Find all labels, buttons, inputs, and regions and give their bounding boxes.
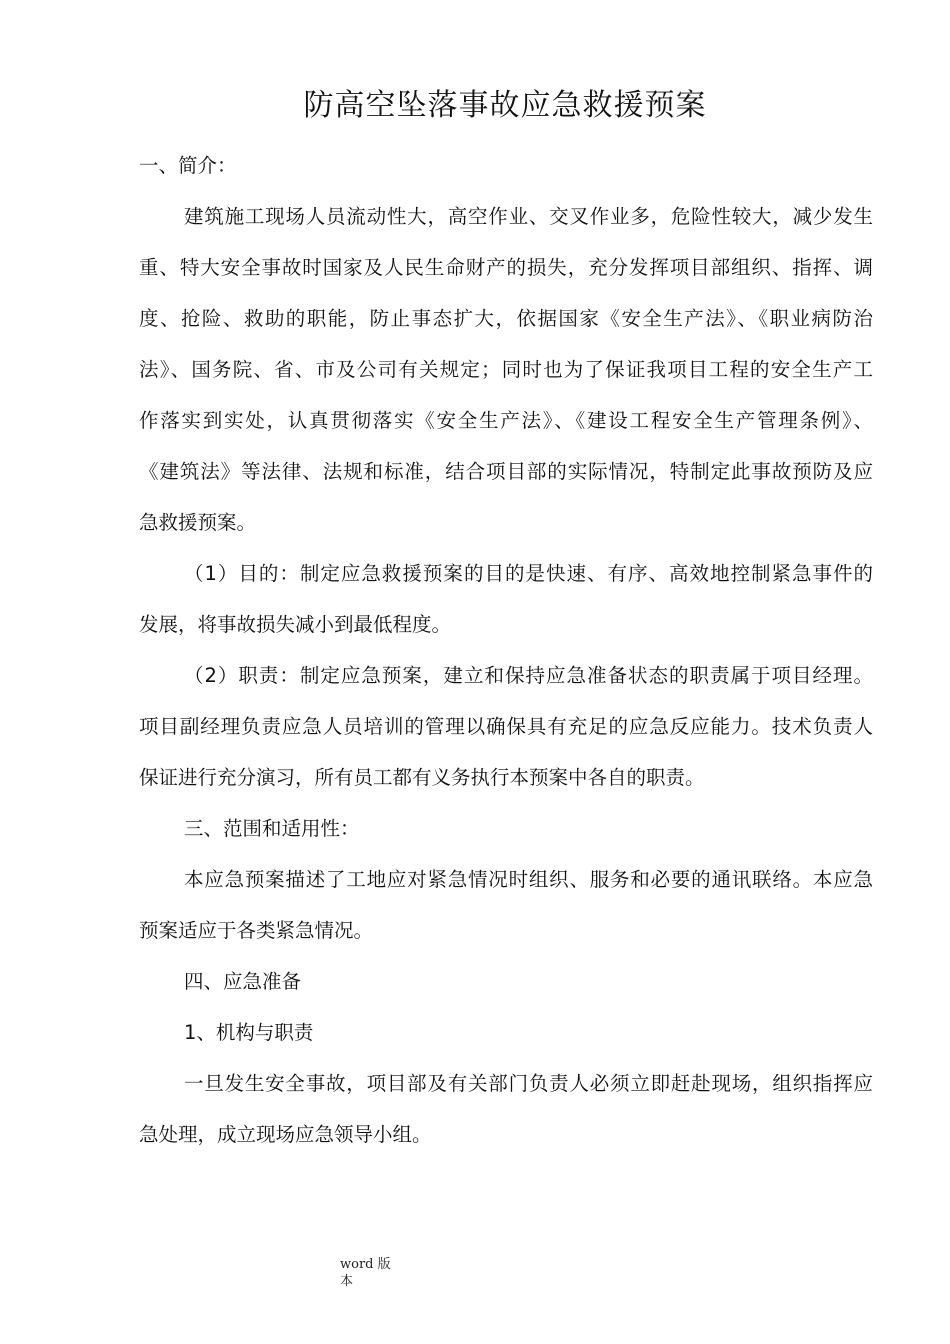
duty-line: （2）职责：制定应急预案，建立和保持应急准备状态的职责属于项目经理。 (184, 664, 873, 687)
scope-paragraph (139, 854, 873, 956)
intro-line: 《建筑法》等法律、法规和标准，结合项目部的实际情况，特制定此事故预防及应 (139, 460, 873, 483)
section-scope-heading: 三、范围和适用性： (184, 817, 360, 840)
purpose-line: （1）目的：制定应急救援预案的目的是快速、有序、高效地控制紧急事件的 (184, 562, 873, 585)
document-title: 防高空坠落事故应急救援预案 (303, 88, 707, 123)
footer-line: word 版 (340, 1257, 391, 1272)
intro-line: 法》、国务院、省、市及公司有关规定；同时也为了保证我项目工程的安全生产工 (139, 358, 873, 381)
purpose-paragraph (139, 548, 873, 650)
section-intro-heading: 一、简介： (139, 154, 237, 177)
intro-line: 急救援预案。 (139, 511, 257, 534)
subsection-org-heading: 1、机构与职责 (184, 1021, 314, 1044)
section-prep-heading: 四、应急准备 (184, 970, 302, 993)
scope-line: 预案适应于各类紧急情况。 (139, 919, 374, 942)
org-line: 一旦发生安全事故，项目部及有关部门负责人必须立即赶赴现场，组织指挥应 (184, 1072, 873, 1095)
org-line: 急处理，成立现场应急领导小组。 (139, 1123, 432, 1146)
purpose-line: 发展，将事故损失减小到最低程度。 (139, 613, 452, 636)
intro-paragraph (139, 191, 873, 548)
document-body (139, 140, 873, 1160)
scope-line: 本应急预案描述了工地应对紧急情况时组织、服务和必要的通讯联络。本应急 (184, 868, 873, 891)
org-paragraph (139, 1058, 873, 1160)
duty-paragraph (139, 650, 873, 803)
intro-line: 度、抢险、救助的职能，防止事态扩大，依据国家《安全生产法》、《职业病防治 (139, 307, 873, 330)
duty-line: 保证进行充分演习，所有员工都有义务执行本预案中各自的职责。 (139, 766, 705, 789)
intro-line: 建筑施工现场人员流动性大，高空作业、交叉作业多，危险性较大，减少发生 (184, 205, 873, 228)
duty-line: 项目副经理负责应急人员培训的管理以确保具有充足的应急反应能力。技术负责人 (139, 715, 873, 738)
intro-line: 作落实到实处，认真贯彻落实《安全生产法》、《建设工程安全生产管理条例》、 (139, 409, 873, 432)
page-footer (340, 1256, 400, 1290)
intro-line: 重、特大安全事故时国家及人民生命财产的损失，充分发挥项目部组织、指挥、调 (139, 256, 873, 279)
footer-line: 本 (340, 1274, 354, 1289)
